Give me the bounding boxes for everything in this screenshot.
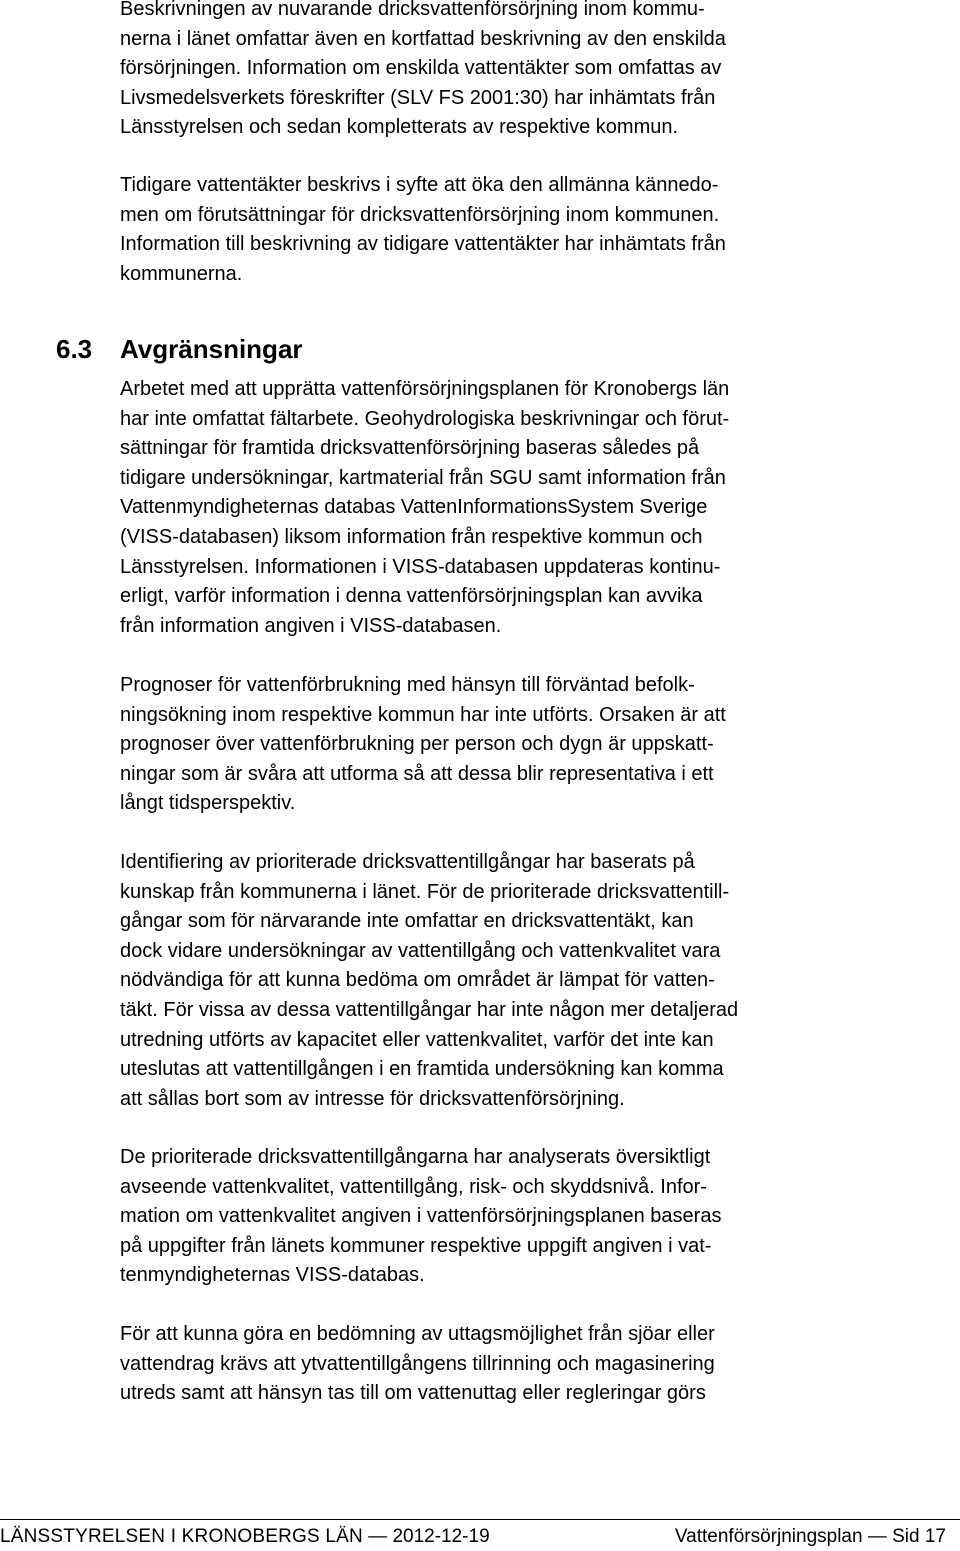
text-line: uteslutas att vattentillgången i en framtida undersökning kan komma [120,1058,724,1081]
text-line: på uppgifter från länets kommuner respektive uppgift angiven i vat- [120,1234,712,1257]
footer-divider [0,1519,960,1520]
text-line: försörjningen. Information om enskilda vattentäkter som omfattas av [120,57,722,80]
text-line: mation om vattenkvalitet angiven i vattenförsörjningsplanen baseras [120,1205,722,1228]
text-line: De prioriterade dricksvattentillgångarna har analyserats översiktligt [120,1146,711,1168]
text-line: Information till beskrivning av tidigare vattentäkter har inhämtats från [120,233,726,256]
text-line: utreds samt att hänsyn tas till om vattenuttag eller regleringar görs [120,1382,706,1405]
footer-document-title: Vattenförsörjningsplan [674,1526,863,1547]
footer-organization: LÄNSSTYRELSEN I KRONOBERGS LÄN [0,1526,363,1547]
text-line: (VISS-databasen) liksom information från respektive kommun och [120,525,703,548]
text-line: ningsökning inom respektive kommun har inte utförts. Orsaken är att [120,703,726,726]
text-line: nödvändiga för att kunna bedöma om området är lämpat för vatten- [120,969,715,992]
text-line: Arbetet med att upprätta vattenförsörjningsplanen för Kronobergs län [120,378,730,400]
text-line: täkt. För vissa av dessa vattentillgångar har inte någon mer detaljerad [120,998,739,1021]
text-line: Vattenmyndigheternas databas VattenInformationsSystem Sverige [120,496,708,519]
paragraph-surface-water [120,1320,842,1409]
text-line: att sållas bort som av intresse för dricksvattenförsörjning. [120,1087,625,1110]
footer-page-number: Sid 17 [892,1526,946,1547]
section-heading: 6.3 Avgränsningar [56,334,303,364]
paragraph-former-sources [120,171,842,289]
text-line: från information angiven i VISS-databasen. [120,614,502,637]
text-line: Identifiering av prioriterade dricksvattentillgångar har baserats på [120,851,695,873]
text-line: vattendrag krävs att ytvattentillgångens tillrinning och magasinering [120,1352,715,1375]
text-line: avseende vattenkvalitet, vattentillgång, risk- och skyddsnivå. Infor- [120,1175,707,1198]
text-line: Tidigare vattentäkter beskrivs i syfte att öka den allmänna kännedo- [120,174,719,196]
text-line: dock vidare undersökningar av vattentillgång och vattenkvalitet vara [120,939,721,962]
text-line: Livsmedelsverkets föreskrifter (SLV FS 2001:30) har inhämtats från [120,86,716,109]
text-line: kunskap från kommunerna i länet. För de prioriterade dricksvattentill- [120,880,730,903]
text-line: kommunerna. [120,262,243,285]
text-line: gångar som för närvarande inte omfattar en dricksvattentäkt, kan [120,910,694,933]
text-line: sättningar för framtida dricksvattenförsörjning baseras således på [120,437,700,460]
text-line: men om förutsättningar för dricksvattenförsörjning inom kommunen. [120,203,720,226]
text-line: erligt, varför information i denna vattenförsörjningsplan kan avvika [120,585,703,608]
paragraph-scope [120,375,842,641]
paragraph-current-supply [120,0,842,143]
text-line: Länsstyrelsen. Informationen i VISS-databasen uppdateras kontinu- [120,555,721,578]
section-title: Avgränsningar [120,334,303,364]
paragraph-forecasts [120,671,842,819]
text-line: har inte omfattat fältarbete. Geohydrologiska beskrivningar och förut- [120,407,730,430]
footer-right [675,1526,946,1548]
footer-date: 2012-12-19 [392,1526,490,1547]
footer-separator: — [368,1526,388,1547]
text-line: utredning utförts av kapacitet eller vattenkvalitet, varför det inte kan [120,1028,714,1051]
footer-separator: — [867,1526,887,1547]
text-line: långt tidsperspektiv. [120,792,296,815]
text-line: Beskrivningen av nuvarande dricksvattenförsörjning inom kommu- [120,0,705,20]
text-line: prognoser över vattenförbrukning per person och dygn är uppskatt- [120,733,714,756]
paragraph-analysis [120,1143,842,1291]
text-line: Länsstyrelsen och sedan kompletterats av respektive kommun. [120,116,679,139]
text-line: ningar som är svåra att utforma så att dessa blir representativa i ett [120,762,714,785]
paragraph-prioritized-resources [120,848,842,1114]
text-line: tenmyndigheternas VISS-databas. [120,1264,425,1287]
text-line: tidigare undersökningar, kartmaterial från SGU samt information från [120,466,726,489]
text-line: nerna i länet omfattar även en kortfattad beskrivning av den enskilda [120,27,726,50]
text-line: Prognoser för vattenförbrukning med hänsyn till förväntad befolk- [120,674,695,696]
text-line: För att kunna göra en bedömning av uttagsmöjlighet från sjöar eller [120,1323,715,1345]
footer-left [0,1526,490,1548]
